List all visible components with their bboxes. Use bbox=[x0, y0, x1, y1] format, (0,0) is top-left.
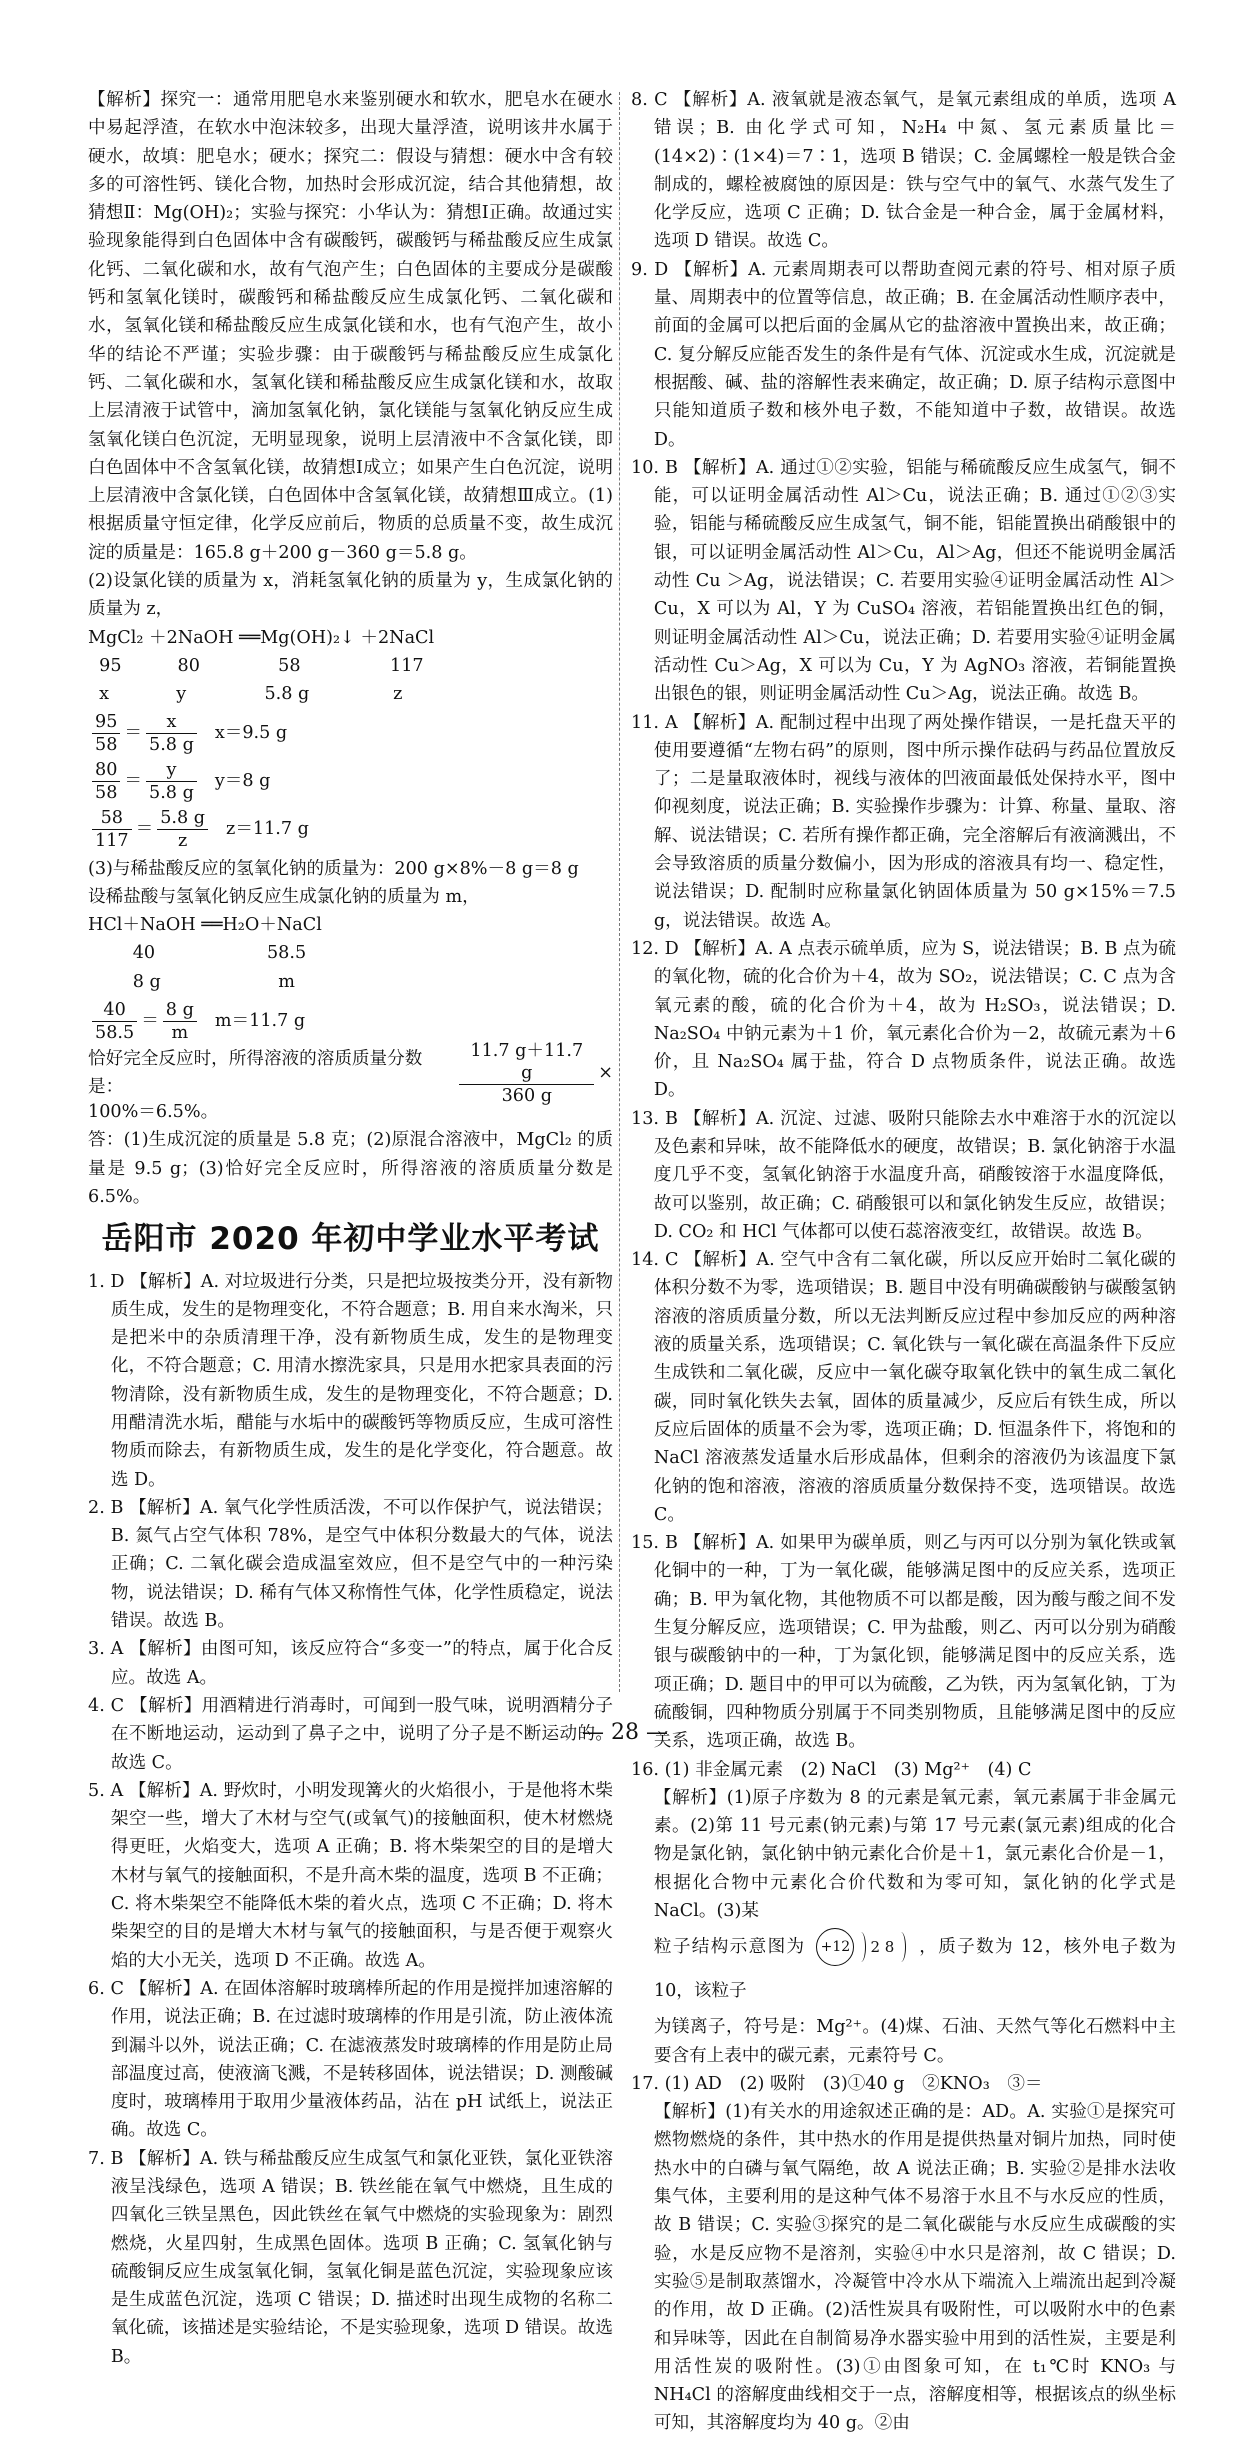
step-2-text: (2)设氯化镁的质量为 x，消耗氢氧化钠的质量为 y，生成氯化钠的质量为 z， bbox=[88, 571, 613, 620]
proportion-m: $\frac{40}{58.5}$ ＝ $\frac{8 g}{m}$ m＝11.7 g bbox=[88, 998, 613, 1044]
exam-title: 岳阳市 2020 年初中学业水平考试 bbox=[101, 1221, 600, 1258]
question-10: 10. B 【解析】A. 通过①②实验，铝能与稀硫酸反应生成氢气，铜不能，可以证明金属活动性 Al＞Cu，说法正确；B. 通过①②③实验，铝能与稀硫酸反应生成氢气，铜不能，铝能置换出硝酸银中的银，可以证明金属活动性 Al＞Cu，Al＞Ag，但还不能说明金属活动性 Cu ＞Ag，说法错误；C. 若要用实验④证明金属活动性 Al＞Cu，X 可以为 Al，Y 为 CuSO₄ 溶液，若铝能置换出红色的铜，则证明金属活动性 Al＞Cu，说法正确；D. 若要用实验④证明金属活动性 Cu＞Ag，X 可以为 Cu，Y 为 AgNO₃ 溶液，若铜能置换出银色的银，则证明金属活动性 Cu＞Ag，说法正确。故选 B。 bbox=[631, 457, 1176, 705]
answer-summary: 答：(1)生成沉淀的质量是 5.8 克；(2)原混合溶液中，MgCl₂ 的质量是 9.5 g；(3)恰好完全反应时，所得溶液的溶质质量分数是 6.5%。 bbox=[88, 1130, 613, 1207]
mass-fraction-calc: 恰好完全反应时，所得溶液的溶质质量分数是： $\frac{11.7 g+11.7 g}{360 g}$ × bbox=[88, 1040, 613, 1106]
right-column bbox=[631, 86, 1176, 2438]
question-3: 3. A 【解析】由图可知，该反应符合“多变一”的特点，属于化合反应。故选 A。 bbox=[88, 1639, 613, 1688]
question-12: 12. D 【解析】A. A 点表示硫单质，应为 S，说法错误；B. B 点为硫的氧化物，硫的化合价为＋4，故为 SO₂，说法错误；C. C 点为含氧元素的酸，硫的化合价为＋4，故为 H₂SO₃，说法错误；D. Na₂SO₄ 中钠元素为＋1 价，氧元素化合价为－2，故硫元素为＋6 价，且 Na₂SO₄ 属于盐，符合 D 点物质条件，说法正确。故选 D。 bbox=[631, 938, 1176, 1101]
proportion-z: $\frac{58}{117}$ ＝ $\frac{5.8 g}{z}$ z＝11.7 g bbox=[88, 807, 613, 853]
step-3-text: (3)与稀盐酸反应的氢氧化钠的质量为：200 g×8%－8 g＝8 g bbox=[88, 858, 579, 879]
question-2: 2. B 【解析】A. 氧气化学性质活泼，不可以作保护气，说法错误；B. 氮气占空气体积 78%，是空气中体积分数最大的气体，说法正确；C. 二氧化碳会造成温室效应，但不是空气中的一种污染物，说法错误；D. 稀有气体又称惰性气体，化学性质稳定，说法错误。故选 B。 bbox=[88, 1497, 613, 1632]
column-divider bbox=[619, 92, 620, 1692]
equation-1-unknowns: x y 5.8 g z bbox=[88, 684, 403, 705]
question-16-structure: 粒子结构示意图为 +12 2 8 ，质子数为 12，核外电子数为 10，该粒子 bbox=[631, 1925, 1176, 2013]
question-17-analysis: 【解析】(1)有关水的用途叙述正确的是：AD。A. 实验①是探究可燃物燃烧的条件，其中热水的作用是提供热量对铜片加热，同时使热水中的白磷与氧气隔绝，故 A 说法正确；B. 实验②是排水法收集气体，主要利用的是这种气体不易溶于水且不与水反应的性质，故 B 错误；C. 实验③探究的是二氧化碳能与水反应生成碳酸的实验，水是反应物不是溶剂，实验④中水只是溶剂，故 C 错误；D. 实验⑤是制取蒸馏水，冷凝管中冷水从下端流入上端流出起到冷凝的作用，故 D 正确。(2)活性炭具有吸附性，可以吸附水中的色素和异味等，因此在自制简易净水器实验中用到的活性炭，主要是利用活性炭的吸附性。(3)①由图象可知，在 t₁℃时 KNO₃ 与 NH₄Cl 的溶解度曲线相交于一点，溶解度相等，根据该点的纵坐标可知，其溶解度均为 40 g。②由 bbox=[653, 2102, 1176, 2434]
left-column bbox=[88, 86, 613, 2371]
question-4: 4. C 【解析】用酒精进行消毒时，可闻到一股气味，说明酒精分子在不断地运动，运动到了鼻子之中，说明了分子是不断运动的。故选 C。 bbox=[88, 1695, 613, 1773]
equation-2-unknowns: 8 g m bbox=[88, 971, 295, 992]
atom-nucleus: +12 bbox=[816, 1928, 854, 1966]
analysis-intro: 【解析】探究一：通常用肥皂水来鉴别硬水和软水，肥皂水在硬水中易起浮渣，在软水中泡沫较多，出现大量浮渣，说明该井水属于硬水，故填：肥皂水；硬水；探究二：假设与猜想：硬水中含有较多的可溶性钙、镁化合物，加热时会形成沉淀，结合其他猜想，故猜想Ⅱ：Mg(OH)₂；实验与探究：小华认为：猜想Ⅰ正确。故通过实验现象能得到白色固体中含有碳酸钙，碳酸钙与稀盐酸反应生成氯化钙、二氧化碳和水，故有气泡产生；白色固体的主要成分是碳酸钙和氢氧化镁时，碳酸钙和稀盐酸反应生成氯化钙、二氧化碳和水，氢氧化镁和稀盐酸反应生成氯化镁和水，也有气泡产生，故小华的结论不严谨；实验步骤：由于碳酸钙与稀盐酸反应生成氯化钙、二氧化碳和水，氢氧化镁和稀盐酸反应生成氯化镁和水，故取上层清液于试管中，滴加氢氧化钠，氯化镁能与氢氧化钠反应生成氢氧化镁白色沉淀，无明显现象，说明上层清液中不含氯化镁，即白色固体中不含氢氧化镁，故猜想Ⅰ成立；如果产生白色沉淀，说明上层清液中含氯化镁，白色固体中含氢氧化镁，故猜想Ⅲ成立。(1)根据质量守恒定律，化学反应前后，物质的总质量不变，故生成沉淀的质量是：165.8 g＋200 g－360 g＝5.8 g。 bbox=[88, 90, 613, 563]
atom-structure-diagram bbox=[816, 1925, 908, 1969]
mass-fraction-result: 100%＝6.5%。 bbox=[88, 1102, 219, 1123]
question-7: 7. B 【解析】A. 铁与稀盐酸反应生成氢气和氯化亚铁，氯化亚铁溶液呈浅绿色，选项 A 错误；B. 铁丝能在氧气中燃烧，且生成的四氧化三铁呈黑色，因此铁丝在氧气中燃烧的实验现象为：剧烈燃烧，火星四射，生成黑色固体。选项 B 正确；C. 氢氧化钠与硫酸铜反应生成氢氧化铜，氢氧化铜是蓝色沉淀，实验现象应该是生成蓝色沉淀，选项 C 错误；D. 描述时出现生成物的名称二氧化硫，该描述是实验结论，不是实验现象，选项 D 错误。故选 B。 bbox=[88, 2148, 613, 2367]
equation-2: HCl＋NaOH ══H₂O＋NaCl bbox=[88, 915, 322, 936]
step-3-assume: 设稀盐酸与氢氧化钠反应生成氯化钠的质量为 m， bbox=[88, 886, 480, 907]
question-6: 6. C 【解析】A. 在固体溶解时玻璃棒所起的作用是搅拌加速溶解的作用，说法正确；B. 在过滤时玻璃棒的作用是引流，防止液体流到漏斗以外，说法正确；C. 在滤液蒸发时玻璃棒的作用是防止局部温度过高，使液滴飞溅，不是转移固体，说法错误；D. 测酸碱度时，玻璃棒用于取用少量液体药品，沾在 pH 试纸上，说法正确。故选 C。 bbox=[88, 1978, 613, 2141]
proportion-y: $\frac{80}{58}$ ＝ $\frac{y}{5.8 g}$ y＝8 g bbox=[88, 759, 613, 805]
question-16-conclusion: 为镁离子，符号是：Mg²⁺。(4)煤、石油、天然气等化石燃料中主要含有上表中的碳元素，元素符号 C。 bbox=[653, 2017, 1176, 2066]
equation-1: MgCl₂ ＋2NaOH ══Mg(OH)₂↓ ＋2NaCl bbox=[88, 627, 435, 648]
question-9: 9. D 【解析】A. 元素周期表可以帮助查阅元素的符号、相对原子质量、周期表中的位置等信息，故正确；B. 在金属活动性顺序表中，前面的金属可以把后面的金属从它的盐溶液中置换出来，故正确；C. 复分解反应能否发生的条件是有气体、沉淀或水生成，沉淀就是根据酸、碱、盐的溶解性表来确定，故正确；D. 原子结构示意图中只能知道质子数和核外电子数，不能知道中子数，故错误。故选 D。 bbox=[631, 259, 1176, 450]
proportion-x: $\frac{95}{58}$ ＝ $\frac{x}{5.8 g}$ x＝9.5 g bbox=[88, 711, 613, 757]
question-1: 1. D 【解析】A. 对垃圾进行分类，只是把垃圾按类分开，没有新物质生成，发生的是物理变化，不符合题意；B. 用自来水淘米，只是把米中的杂质清理干净，没有新物质生成，发生的是物理变化，不符合题意；C. 用清水擦洗家具，只是用水把家具表面的污物清除，没有新物质生成，发生的是物理变化，不符合题意；D. 用醋清洗水垢，醋能与水垢中的碳酸钙等物质反应，生成可溶性物质而除去，有新物质生成，发生的是化学变化，符合题意。故选 D。 bbox=[88, 1271, 613, 1490]
equation-2-masses: 40 58.5 bbox=[88, 943, 307, 964]
page-number: — 28 — bbox=[582, 1720, 668, 1745]
question-15: 15. B 【解析】A. 如果甲为碳单质，则乙与丙可以分别为氧化铁或氧化铜中的一种，丁为一氧化碳，能够满足图中的反应关系，选项正确；B. 甲为氧化物，其他物质不可以都是酸，因为酸与酸之间不发生复分解反应，选项错误；C. 甲为盐酸，则乙、丙可以分别为硝酸银与碳酸钠中的一种，丁为氯化钡，能够满足图中的反应关系，选项正确；D. 题目中的甲可以为硫酸，乙为铁，丙为氢氧化钠，丁为硫酸铜，四种物质分别属于不同类别物质，且能够满足图中的反应关系，选项正确，故选 B。 bbox=[631, 1533, 1176, 1752]
atom-shells: 2 8 bbox=[870, 1938, 895, 1957]
question-16-answer: 16. (1) 非金属元素 (2) NaCl (3) Mg²⁺ (4) C bbox=[631, 1759, 1032, 1780]
question-8: 8. C 【解析】A. 液氧就是液态氧气，是氧元素组成的单质，选项 A 错误；B. 由化学式可知，N₂H₄ 中氮、氢元素质量比＝(14×2)∶(1×4)＝7∶1，选项 B 错误；C. 金属螺栓一般是铁合金制成的，螺栓被腐蚀的原因是：铁与空气中的氧气、水蒸气发生了化学反应，选项 C 正确；D. 钛合金是一种合金，属于金属材料，选项 D 错误。故选 C。 bbox=[631, 90, 1176, 252]
question-11: 11. A 【解析】A. 配制过程中出现了两处操作错误，一是托盘天平的使用要遵循“左物右码”的原则，图中所示操作砝码与药品位置放反了；二是量取液体时，视线与液体的凹液面最低处保持水平，图中仰视刻度，说法正确；B. 实验操作步骤为：计算、称量、量取、溶解、说法错误；C. 若所有操作都正确，完全溶解后有液滴溅出，不会导致溶质的质量分数偏小，因为形成的溶液具有均一、稳定性，说法错误；D. 配制时应称量氯化钠固体质量为 50 g×15%＝7.5 g，说法错误。故选 A。 bbox=[631, 712, 1176, 931]
question-5: 5. A 【解析】A. 野炊时，小明发现篝火的火焰很小，于是他将木柴架空一些，增大了木材与空气(或氧气)的接触面积，使木材燃烧得更旺，火焰变大，选项 A 正确；B. 将木柴架空的目的是增大木材与氧气的接触面积，不是升高木柴的温度，选项 B 不正确；C. 将木柴架空不能降低木柴的着火点，选项 C 不正确；D. 将木柴架空的目的是增大木材与氧气的接触面积，与是否便于观察火焰的大小无关，选项 D 不正确。故选 A。 bbox=[88, 1780, 613, 1971]
question-17-answer: 17. (1) AD (2) 吸附 (3)①40 g ②KNO₃ ③＝ bbox=[631, 2073, 1043, 2094]
question-14: 14. C 【解析】A. 空气中含有二氧化碳，所以反应开始时二氧化碳的体积分数不为零，选项错误；B. 题目中没有明确碳酸钠与碳酸氢钠溶液的溶质质量分数，所以无法判断反应过程中参加反应的两种溶液的质量关系，选项错误；C. 氧化铁与一氧化碳在高温条件下反应生成铁和二氧化碳，反应中一氧化碳夺取氧化铁中的氧生成二氧化碳，同时氧化铁失去氧，固体的质量减少，反应后有铁生成，所以反应后固体的质量不会为零，选项正确；D. 恒温条件下，将饱和的 NaCl 溶液蒸发适量水后形成晶体，但剩余的溶液仍为该温度下氯化钠的饱和溶液，溶液的溶质质量分数保持不变，选项错误。故选 C。 bbox=[631, 1250, 1176, 1525]
question-13: 13. B 【解析】A. 沉淀、过滤、吸附只能除去水中难溶于水的沉淀以及色素和异味，故不能降低水的硬度，故错误；B. 氯化钠溶于水温度几乎不变，氢氧化钠溶于水温度升高，硝酸铵溶于水温度降低，故可以鉴别，故正确；C. 硝酸银可以和氯化钠发生反应，故错误；D. CO₂ 和 HCl 气体都可以使石蕊溶液变红，故错误。故选 B。 bbox=[631, 1108, 1176, 1242]
equation-1-masses: 95 80 58 117 bbox=[88, 655, 424, 676]
question-16-analysis: 【解析】(1)原子序数为 8 的元素是氧元素，氧元素属于非金属元素。(2)第 11 号元素(钠元素)与第 17 号元素(氯元素)组成的化合物是氯化钠，氯化钠中钠元素化合价是＋1，氯元素化合价是－1，根据化合物中元素化合价代数和为零可知，氯化钠的化学式是 NaCl。(3)某 bbox=[653, 1787, 1176, 1921]
